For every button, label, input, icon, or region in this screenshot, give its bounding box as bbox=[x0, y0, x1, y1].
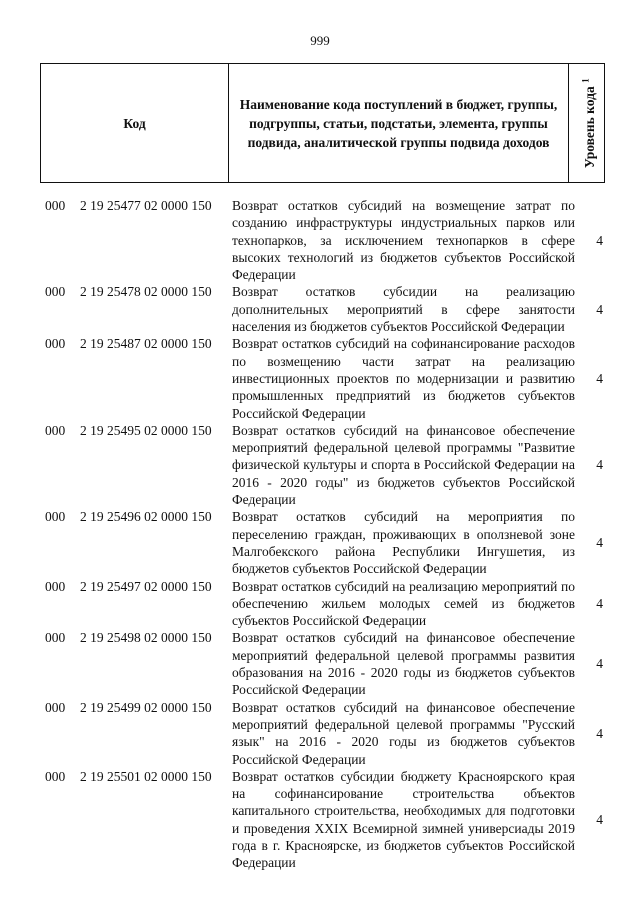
row-revenue-name: Возврат остатков субсидии бюджету Красноярского края на софинансирование строительства объектов капитального строительства, необходимых для подготовки и проведения XXIX Всемирной зимней универсиады 2019 года в г. Красноярске, из бюджетов субъектов Российской Федерации bbox=[232, 768, 575, 871]
row-code-level: 4 bbox=[596, 232, 603, 248]
row-admin-code: 000 bbox=[45, 422, 66, 438]
row-code-level: 4 bbox=[596, 725, 603, 741]
table-header bbox=[40, 63, 605, 183]
header-level bbox=[569, 64, 606, 182]
row-revenue-code: 2 19 25498 02 0000 150 bbox=[80, 630, 212, 646]
row-code-level: 4 bbox=[596, 301, 603, 317]
row-code-level: 4 bbox=[596, 656, 603, 672]
row-admin-code: 000 bbox=[45, 630, 66, 646]
table-row bbox=[40, 699, 605, 768]
row-revenue-name: Возврат остатков субсидий на мероприятия по переселению граждан, проживающих в оползневой зоне Малгобекского района Республики Ингушетия, из бюджетов субъектов Российской Федерации bbox=[232, 509, 575, 577]
row-revenue-code: 2 19 25499 02 0000 150 bbox=[80, 699, 212, 715]
table-row bbox=[40, 422, 605, 508]
row-revenue-code: 2 19 25477 02 0000 150 bbox=[80, 198, 212, 213]
row-revenue-name: Возврат остатков субсидий на реализацию мероприятий по обеспечению жильем молодых семей из бюджетов субъектов Российской Федерации bbox=[232, 578, 575, 629]
row-revenue-code: 2 19 25487 02 0000 150 bbox=[80, 336, 212, 352]
header-name-label: Наименование кода поступлений в бюджет, группы, подгруппы, статьи, подстатьи, элемента, группы подвида, аналитической группы подвида доходов bbox=[239, 96, 558, 150]
row-admin-code: 000 bbox=[45, 284, 66, 300]
row-admin-code: 000 bbox=[45, 699, 66, 715]
page-number: 999 bbox=[310, 33, 330, 48]
header-name bbox=[229, 64, 569, 182]
row-revenue-code: 2 19 25496 02 0000 150 bbox=[80, 509, 212, 525]
row-revenue-name: Возврат остатков субсидий на софинансирование расходов по возмещению части затрат на реализацию инвестиционных проектов по модернизации и развитию промышленных предприятий из бюджетов субъектов Российской Федерации bbox=[232, 336, 575, 421]
header-level-footnote: 1 bbox=[580, 78, 591, 83]
row-revenue-code: 2 19 25497 02 0000 150 bbox=[80, 578, 212, 594]
row-code-level: 4 bbox=[596, 457, 603, 473]
row-revenue-code: 2 19 25501 02 0000 150 bbox=[80, 768, 212, 784]
row-revenue-name: Возврат остатков субсидий на финансовое обеспечение мероприятий федеральной целевой программы развития образования на 2016 - 2020 годы из бюджетов субъектов Российской Федерации bbox=[232, 630, 575, 698]
table-body bbox=[40, 197, 605, 872]
header-level-label-wrap bbox=[576, 78, 599, 168]
header-code bbox=[41, 64, 229, 182]
row-admin-code: 000 bbox=[45, 336, 66, 352]
row-revenue-name: Возврат остатков субсидий на финансовое обеспечение мероприятий федеральной целевой программы "Развитие физической культуры и спорта в Российской Федерации на 2016 - 2020 годы" из бюджетов субъектов Российской Федерации bbox=[232, 422, 575, 508]
row-admin-code: 000 bbox=[45, 509, 66, 525]
row-admin-code: 000 bbox=[45, 768, 66, 784]
table-row bbox=[40, 283, 605, 335]
table-row bbox=[40, 197, 605, 283]
row-revenue-name: Возврат остатков субсидий на возмещение затрат по созданию инфраструктуры индустриальных парков или технопарков, за исключением технопарков в сфере высоких технологий из бюджетов субъектов Российской Федерации bbox=[232, 198, 575, 283]
header-level-label: Уровень кода bbox=[581, 86, 597, 168]
row-code-level: 4 bbox=[596, 812, 603, 828]
table-row bbox=[40, 335, 605, 421]
row-revenue-code: 2 19 25495 02 0000 150 bbox=[80, 422, 212, 438]
row-revenue-name: Возврат остатков субсидий на финансовое обеспечение мероприятий федеральной целевой программы "Русский язык" на 2016 - 2020 годы из бюджетов субъектов Российской Федерации bbox=[232, 699, 575, 767]
row-admin-code: 000 bbox=[45, 578, 66, 594]
table-row bbox=[40, 508, 605, 577]
row-code-level: 4 bbox=[596, 535, 603, 551]
row-code-level: 4 bbox=[596, 370, 603, 386]
row-admin-code: 000 bbox=[45, 198, 66, 213]
table-row bbox=[40, 578, 605, 630]
table-row bbox=[40, 629, 605, 698]
header-code-label: Код bbox=[123, 115, 146, 131]
row-code-level: 4 bbox=[596, 595, 603, 611]
table-row bbox=[40, 768, 605, 872]
row-revenue-code: 2 19 25478 02 0000 150 bbox=[80, 284, 212, 300]
row-revenue-name: Возврат остатков субсидии на реализацию дополнительных мероприятий в сфере занятости населения из бюджетов субъектов Российской Федерации bbox=[232, 284, 575, 335]
